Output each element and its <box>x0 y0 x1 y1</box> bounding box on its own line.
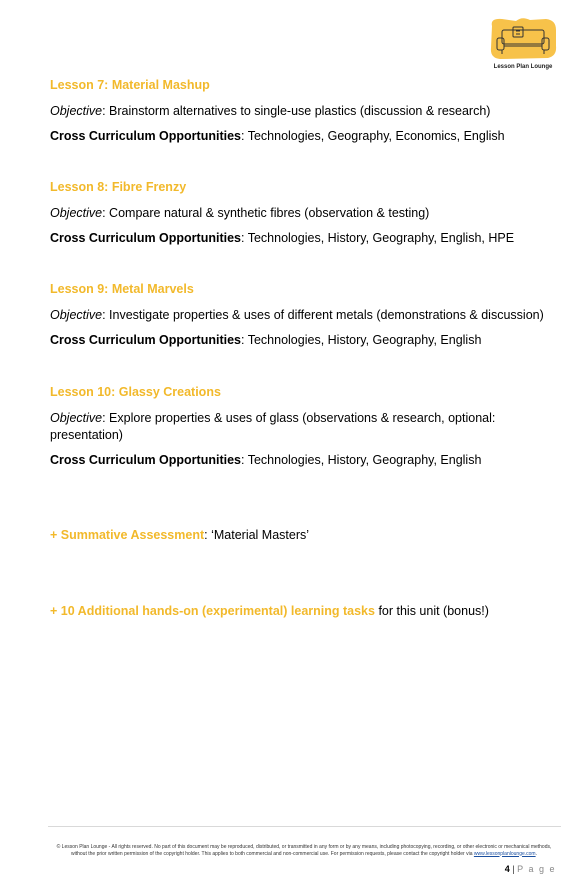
lesson-objective: Objective: Brainstorm alternatives to single-use plastics (discussion & research) <box>50 104 491 118</box>
lesson-objective: Objective: Compare natural & synthetic fibres (observation & testing) <box>50 206 430 220</box>
lesson-objective: Objective: Explore properties & uses of glass (observations & research, optional: presentation) <box>50 411 496 442</box>
footer-divider <box>48 826 561 827</box>
lesson-block <box>50 384 520 477</box>
lesson-block <box>50 77 550 153</box>
lesson-title: Lesson 7: Material Mashup <box>50 78 210 92</box>
sofa-icon <box>486 16 560 66</box>
lesson-cross-curriculum: Cross Curriculum Opportunities: Technologies, Geography, Economics, English <box>50 129 505 143</box>
lesson-cross-curriculum: Cross Curriculum Opportunities: Technologies, History, Geography, English <box>50 333 482 347</box>
lesson-cross-curriculum: Cross Curriculum Opportunities: Technologies, History, Geography, English, HPE <box>50 231 515 245</box>
lesson-title: Lesson 8: Fibre Frenzy <box>50 180 187 194</box>
lesson-objective: Objective: Investigate properties & uses of different metals (demonstrations & discussion) <box>50 308 544 322</box>
summative-assessment: + Summative Assessment: ‘Material Masters’ <box>50 528 310 542</box>
page-number: 4 | P a g e <box>504 864 556 874</box>
lesson-plan-lounge-logo <box>486 16 560 74</box>
lesson-title: Lesson 10: Glassy Creations <box>50 385 221 399</box>
additional-tasks: + 10 Additional hands-on (experimental) learning tasks for this unit (bonus!) <box>50 604 489 618</box>
lesson-cross-curriculum: Cross Curriculum Opportunities: Technologies, History, Geography, English <box>50 453 482 467</box>
logo-text: Lesson Plan Lounge <box>493 64 553 70</box>
lesson-block <box>50 179 550 255</box>
website-link[interactable]: www.lessonplanlounge.com <box>473 850 536 857</box>
lesson-block <box>50 281 550 357</box>
copyright-notice: © Lesson Plan Lounge - All rights reserved. No part of this document may be reproduced, distributed, or transmitted in any form or by any means, including photocopying, recording, or other electronic or mechanical methods, without the prior written permission of the copyright holder. This applies to both commercial and non-commercial use. For permission requests, please contact the copyright holder via www.lessonplanlounge.com. <box>56 844 552 857</box>
lesson-title: Lesson 9: Metal Marvels <box>50 282 194 296</box>
